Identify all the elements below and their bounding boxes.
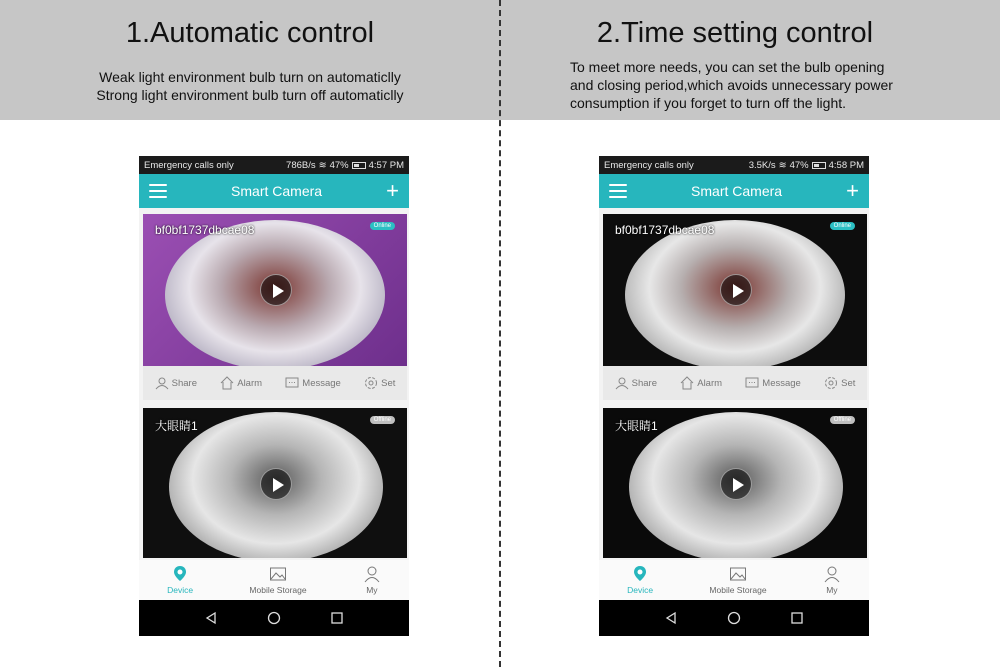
left-panel-description [0, 68, 500, 104]
app-bar [599, 174, 869, 208]
desc-line: Strong light environment bulb turn off automaticlly [96, 87, 404, 103]
wifi-icon: ≋ [778, 159, 787, 171]
message-label: Message [762, 377, 801, 389]
right-panel-description [570, 58, 930, 112]
set-button[interactable] [364, 376, 395, 390]
nav-label: Mobile Storage [709, 585, 767, 595]
app-title: Smart Camera [231, 183, 323, 199]
status-time: 4:58 PM [828, 159, 864, 171]
set-button[interactable] [824, 376, 855, 390]
image-icon [729, 565, 747, 583]
desc-line: and closing period,which avoids unnecessary power [570, 77, 893, 93]
share-icon [615, 376, 629, 390]
play-icon[interactable] [720, 468, 752, 500]
share-label: Share [631, 377, 657, 389]
status-bar [139, 156, 409, 174]
nav-label: Device [167, 585, 194, 595]
right-panel-title: 2.Time setting control [596, 17, 874, 49]
set-label: Set [381, 377, 396, 389]
location-pin-icon [631, 565, 649, 583]
left-panel-title: 1.Automatic control [125, 17, 375, 49]
nav-label: Device [627, 585, 654, 595]
home-icon [680, 376, 694, 390]
alarm-button[interactable] [220, 376, 262, 390]
app-bar [139, 174, 409, 208]
nav-label: Mobile Storage [249, 585, 307, 595]
left-phone-screen [139, 156, 409, 636]
back-icon[interactable] [204, 611, 218, 625]
camera-card [603, 408, 867, 558]
nav-label: My [826, 585, 838, 595]
gear-icon [364, 376, 378, 390]
camera-action-bar [143, 366, 407, 400]
recents-icon[interactable] [330, 611, 344, 625]
image-icon [269, 565, 287, 583]
menu-icon[interactable] [609, 184, 627, 198]
battery-percent: 47% [789, 159, 809, 171]
location-pin-icon [171, 565, 189, 583]
recents-icon[interactable] [790, 611, 804, 625]
user-icon [823, 565, 841, 583]
add-device-icon[interactable]: + [386, 178, 399, 203]
camera-preview[interactable] [603, 214, 867, 366]
user-icon [363, 565, 381, 583]
camera-name: bf0bf1737dbcae08 [155, 223, 255, 237]
play-icon[interactable] [260, 274, 292, 306]
home-circle-icon[interactable] [267, 611, 281, 625]
camera-preview[interactable] [143, 214, 407, 366]
nav-device[interactable] [167, 565, 193, 595]
status-bar [599, 156, 869, 174]
back-icon[interactable] [664, 611, 678, 625]
camera-card [143, 408, 407, 558]
nav-mobile-storage[interactable] [249, 565, 306, 595]
home-icon [220, 376, 234, 390]
bottom-nav [599, 560, 869, 600]
message-button[interactable] [745, 376, 801, 390]
camera-card [143, 214, 407, 400]
system-nav-bar [139, 600, 409, 636]
battery-icon [352, 162, 366, 169]
status-badge: Offline [830, 416, 855, 424]
play-icon[interactable] [260, 468, 292, 500]
camera-card [603, 214, 867, 400]
desc-line: To meet more needs, you can set the bulb opening [570, 59, 885, 75]
status-time: 4:57 PM [368, 159, 404, 171]
alarm-label: Alarm [697, 377, 723, 389]
network-speed: 786B/s [286, 159, 316, 171]
message-label: Message [302, 377, 341, 389]
message-icon [745, 376, 759, 390]
nav-label: My [366, 585, 378, 595]
camera-action-bar [603, 366, 867, 400]
system-nav-bar [599, 600, 869, 636]
message-icon [285, 376, 299, 390]
home-circle-icon[interactable] [727, 611, 741, 625]
play-icon[interactable] [720, 274, 752, 306]
alarm-label: Alarm [237, 377, 263, 389]
status-carrier: Emergency calls only [604, 159, 694, 171]
status-badge: Offline [370, 416, 395, 424]
add-device-icon[interactable]: + [846, 178, 859, 203]
gear-icon [824, 376, 838, 390]
camera-preview[interactable] [603, 408, 867, 558]
nav-mobile-storage[interactable] [709, 565, 766, 595]
menu-icon[interactable] [149, 184, 167, 198]
status-carrier: Emergency calls only [144, 159, 234, 171]
set-label: Set [841, 377, 856, 389]
camera-name: 大眼睛1 [615, 419, 658, 433]
camera-name: 大眼睛1 [155, 419, 198, 433]
right-phone-screen [599, 156, 869, 636]
share-label: Share [171, 377, 197, 389]
battery-percent: 47% [329, 159, 349, 171]
battery-icon [812, 162, 826, 169]
share-button[interactable] [155, 376, 197, 390]
share-button[interactable] [615, 376, 657, 390]
alarm-button[interactable] [680, 376, 722, 390]
desc-line: Weak light environment bulb turn on automaticlly [99, 69, 401, 85]
nav-my[interactable] [363, 565, 381, 595]
status-badge: Online [370, 222, 395, 230]
bottom-nav [139, 560, 409, 600]
wifi-icon: ≋ [318, 159, 327, 171]
share-icon [155, 376, 169, 390]
network-speed: 3.5K/s [748, 159, 776, 171]
nav-device[interactable] [627, 565, 653, 595]
app-title: Smart Camera [691, 183, 783, 199]
nav-my[interactable] [823, 565, 841, 595]
camera-preview[interactable] [143, 408, 407, 558]
desc-line: consumption if you forget to turn off the light. [570, 95, 847, 111]
status-badge: Online [830, 222, 855, 230]
camera-name: bf0bf1737dbcae08 [615, 223, 715, 237]
message-button[interactable] [285, 376, 341, 390]
